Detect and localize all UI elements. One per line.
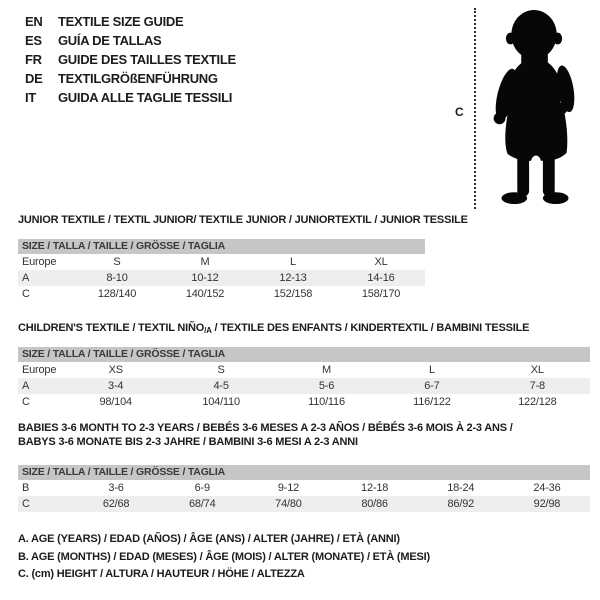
row-label: B — [22, 482, 30, 494]
height-measure-line — [474, 8, 476, 209]
legend-footnotes — [18, 531, 430, 584]
cell: M — [200, 256, 210, 268]
cell: 92/98 — [533, 498, 561, 510]
row-label: C — [22, 498, 30, 510]
row-label: C — [22, 288, 30, 300]
cell: S — [113, 256, 121, 268]
babies-size-table — [18, 465, 590, 512]
baby-silhouette-icon — [481, 6, 591, 208]
cell: 122/128 — [518, 396, 557, 408]
table-row-height — [18, 394, 590, 410]
table-row-age — [18, 270, 425, 286]
cell: 68/74 — [188, 498, 216, 510]
junior-size-table — [18, 239, 425, 302]
row-label: Europe — [22, 364, 57, 376]
footnote-c: C. (cm) HEIGHT / ALTURA / HAUTEUR / HÖHE / ALTEZZA — [18, 568, 305, 580]
cell: 9-12 — [277, 482, 300, 494]
children-table-title — [18, 322, 529, 335]
cell: 140/152 — [185, 288, 225, 300]
lang-row-it — [25, 88, 236, 107]
title-part: / TEXTILE DES ENFANTS / KINDERTEXTIL / BAMBINI TESSILE — [211, 322, 530, 334]
lang-label: TEXTILGRÖßENFÜHRUNG — [58, 71, 218, 86]
babies-title-line1: BABIES 3-6 MONTH TO 2-3 YEARS / BEBÉS 3-6 MESES A 2-3 AÑOS / BÉBÉS 3-6 MOIS À 2-3 ANS / — [18, 422, 513, 434]
cell: 3-6 — [108, 482, 124, 494]
cell: XS — [108, 364, 123, 376]
cell: 12-13 — [279, 272, 307, 284]
lang-label: GUÍA DE TALLAS — [58, 33, 162, 48]
lang-row-es — [25, 31, 236, 50]
cell: 10-12 — [191, 272, 219, 284]
cell: 62/68 — [102, 498, 130, 510]
title-subscript: /A — [204, 326, 212, 335]
footnote-a: A. AGE (YEARS) / EDAD (AÑOS) / ÂGE (ANS) / ALTER (JAHRE) / ETÀ (ANNI) — [18, 533, 400, 545]
cell: S — [217, 364, 225, 376]
babies-title-line2: BABYS 3-6 MONATE BIS 2-3 JAHRE / BAMBINI 3-6 MESI A 2-3 ANNI — [18, 436, 358, 448]
cell: 4-5 — [213, 380, 229, 392]
title-part: CHILDREN'S TEXTILE / TEXTIL NIÑO — [18, 322, 205, 334]
cell: 14-16 — [367, 272, 395, 284]
cell: 5-6 — [318, 380, 335, 392]
lang-code: ES — [25, 33, 42, 48]
cell: 8-10 — [106, 272, 128, 284]
cell: 110/116 — [308, 396, 345, 408]
lang-code: IT — [25, 90, 36, 105]
lang-row-de — [25, 69, 236, 88]
lang-row-fr — [25, 50, 236, 69]
cell: 3-4 — [108, 380, 124, 392]
cell: 152/158 — [273, 288, 313, 300]
lang-row-en — [25, 12, 236, 31]
cell: M — [322, 364, 331, 376]
height-marker-label: C — [455, 105, 464, 119]
cell: 158/170 — [361, 288, 401, 300]
lang-label: GUIDA ALLE TAGLIE TESSILI — [58, 90, 233, 105]
row-label: Europe — [22, 256, 57, 268]
table-row-age — [18, 378, 590, 394]
lang-code: FR — [25, 52, 42, 67]
row-label: C — [22, 396, 30, 408]
size-header-bar: SIZE / TALLA / TAILLE / GRÖSSE / TAGLIA — [18, 347, 590, 362]
cell: 74/80 — [275, 498, 302, 510]
table-row-europe — [18, 362, 590, 378]
lang-label: TEXTILE SIZE GUIDE — [58, 14, 184, 29]
lang-code: DE — [25, 71, 43, 86]
table-row-months — [18, 480, 590, 496]
junior-table-title: JUNIOR TEXTILE / TEXTIL JUNIOR/ TEXTILE JUNIOR / JUNIORTEXTIL / JUNIOR TESSILE — [18, 214, 468, 226]
cell: 104/110 — [202, 396, 240, 408]
cell: XL — [374, 256, 388, 268]
language-header — [25, 12, 236, 107]
row-label: A — [22, 272, 30, 284]
babies-table-title — [18, 421, 513, 449]
cell: 18-24 — [447, 482, 475, 494]
cell: 128/140 — [97, 288, 137, 300]
cell: L — [428, 364, 435, 376]
cell: 7-8 — [529, 380, 545, 392]
cell: 12-18 — [361, 482, 389, 494]
lang-label: GUIDE DES TAILLES TEXTILE — [58, 52, 236, 67]
cell: 98/104 — [99, 396, 132, 408]
lang-code: EN — [25, 14, 43, 29]
row-label: A — [22, 380, 30, 392]
cell: 6-7 — [424, 380, 440, 392]
cell: 6-9 — [194, 482, 210, 494]
table-row-height — [18, 496, 590, 512]
children-size-table — [18, 347, 590, 410]
footnote-b: B. AGE (MONTHS) / EDAD (MESES) / ÂGE (MOIS) / ALTER (MONATE) / ETÀ (MESI) — [18, 550, 430, 563]
size-header-bar: SIZE / TALLA / TAILLE / GRÖSSE / TAGLIA — [18, 465, 590, 480]
cell: 80/86 — [361, 498, 388, 510]
table-row-height — [18, 286, 425, 302]
table-row-europe — [18, 254, 425, 270]
cell: 116/122 — [413, 396, 451, 408]
cell: XL — [530, 364, 544, 376]
cell: 86/92 — [447, 498, 475, 510]
cell: 24-36 — [533, 482, 561, 494]
size-header-bar: SIZE / TALLA / TAILLE / GRÖSSE / TAGLIA — [18, 239, 425, 254]
cell: L — [290, 256, 296, 268]
